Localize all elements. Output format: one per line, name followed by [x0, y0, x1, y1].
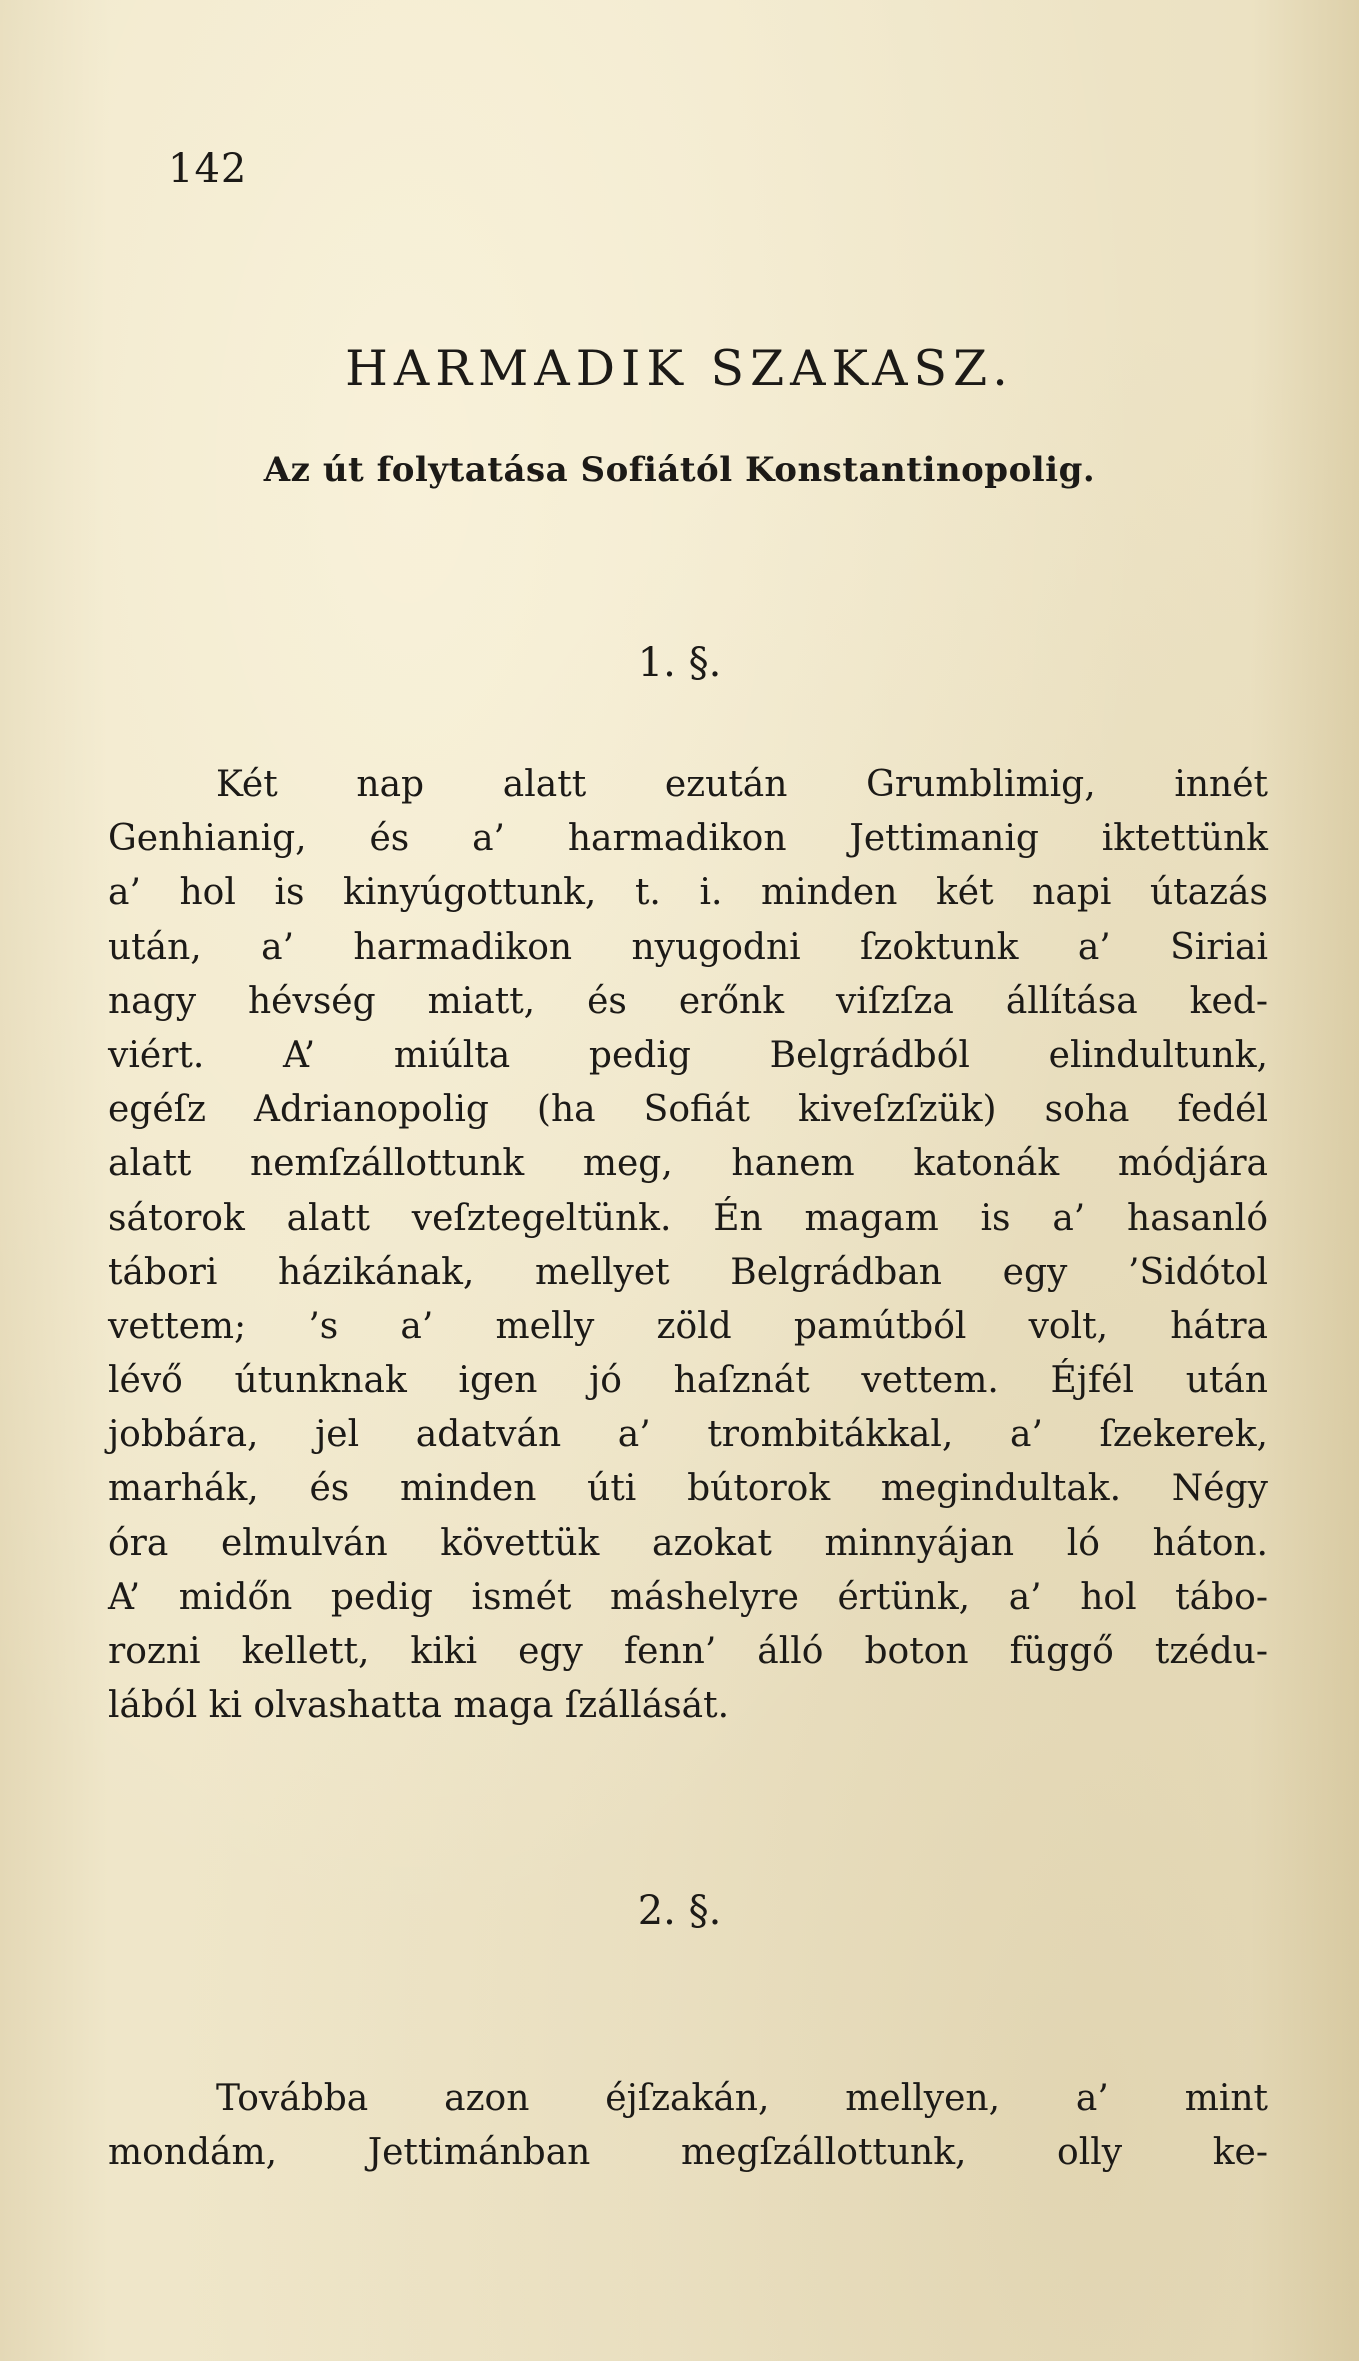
text-line: sátorok alatt veſztegeltünk. Én magam is a’ hasanló: [108, 1197, 1268, 1239]
text-line: A’ midőn pedig ismét máshelyre értünk, a’ hol tábo-: [108, 1576, 1268, 1618]
chapter-title: HARMADIK SZAKASZ.: [345, 340, 1014, 397]
text-line: viért. A’ miúlta pedig Belgrádból elindultunk,: [108, 1034, 1268, 1076]
text-line: nagy hévség miatt, és erőnk viſzſza állítása ked-: [108, 980, 1268, 1022]
section-heading-1: 1. §.: [637, 640, 722, 686]
text-line: marhák, és minden úti bútorok megindultak. Négy: [108, 1468, 1268, 1510]
text-line: tábori házikának, mellyet Belgrádban egy ’Sidótol: [108, 1251, 1268, 1293]
text-line: alatt nemſzállottunk meg, hanem katonák módjára: [108, 1143, 1268, 1185]
text-line: jobbára, jel adatván a’ trombitákkal, a’ ſzekerek,: [108, 1414, 1268, 1456]
section-heading-2: 2. §.: [637, 1888, 722, 1934]
text-line: Genhianig, és a’ harmadikon Jettimanig iktettünk: [108, 818, 1268, 860]
text-line: óra elmulván követtük azokat minnyájan ló háton.: [108, 1522, 1268, 1564]
text-line: egéſz Adrianopolig (ha Sofiát kiveſzſzük) soha fedél: [108, 1089, 1268, 1131]
section-2-text: [108, 2072, 1268, 2180]
section-1-text: [108, 758, 1268, 1733]
text-line: lából ki olvashatta maga ſzállását.: [108, 1685, 730, 1727]
text-line: mondám, Jettimánban megſzállottunk, olly ke-: [108, 2132, 1268, 2174]
page-number: 142: [168, 146, 248, 192]
text-line: Továbba azon éjſzakán, mellyen, a’ mint: [216, 2078, 1268, 2119]
text-line: Két nap alatt ezután Grumblimig, innét: [216, 764, 1268, 805]
text-line: rozni kellett, kiki egy fenn’ álló boton függő tzédu-: [108, 1631, 1268, 1672]
text-line: a’ hol is kinyúgottunk, t. i. minden két napi útazás: [108, 872, 1268, 914]
text-line: után, a’ harmadikon nyugodni ſzoktunk a’ Siriai: [108, 926, 1268, 968]
text-line: lévő útunknak igen jó haſznát vettem. Éjfél után: [108, 1360, 1268, 1402]
chapter-subtitle: Az út folytatása Sofiától Konstantinopolig.: [263, 450, 1096, 490]
text-line: vettem; ’s a’ melly zöld pamútból volt, hátra: [108, 1305, 1268, 1347]
